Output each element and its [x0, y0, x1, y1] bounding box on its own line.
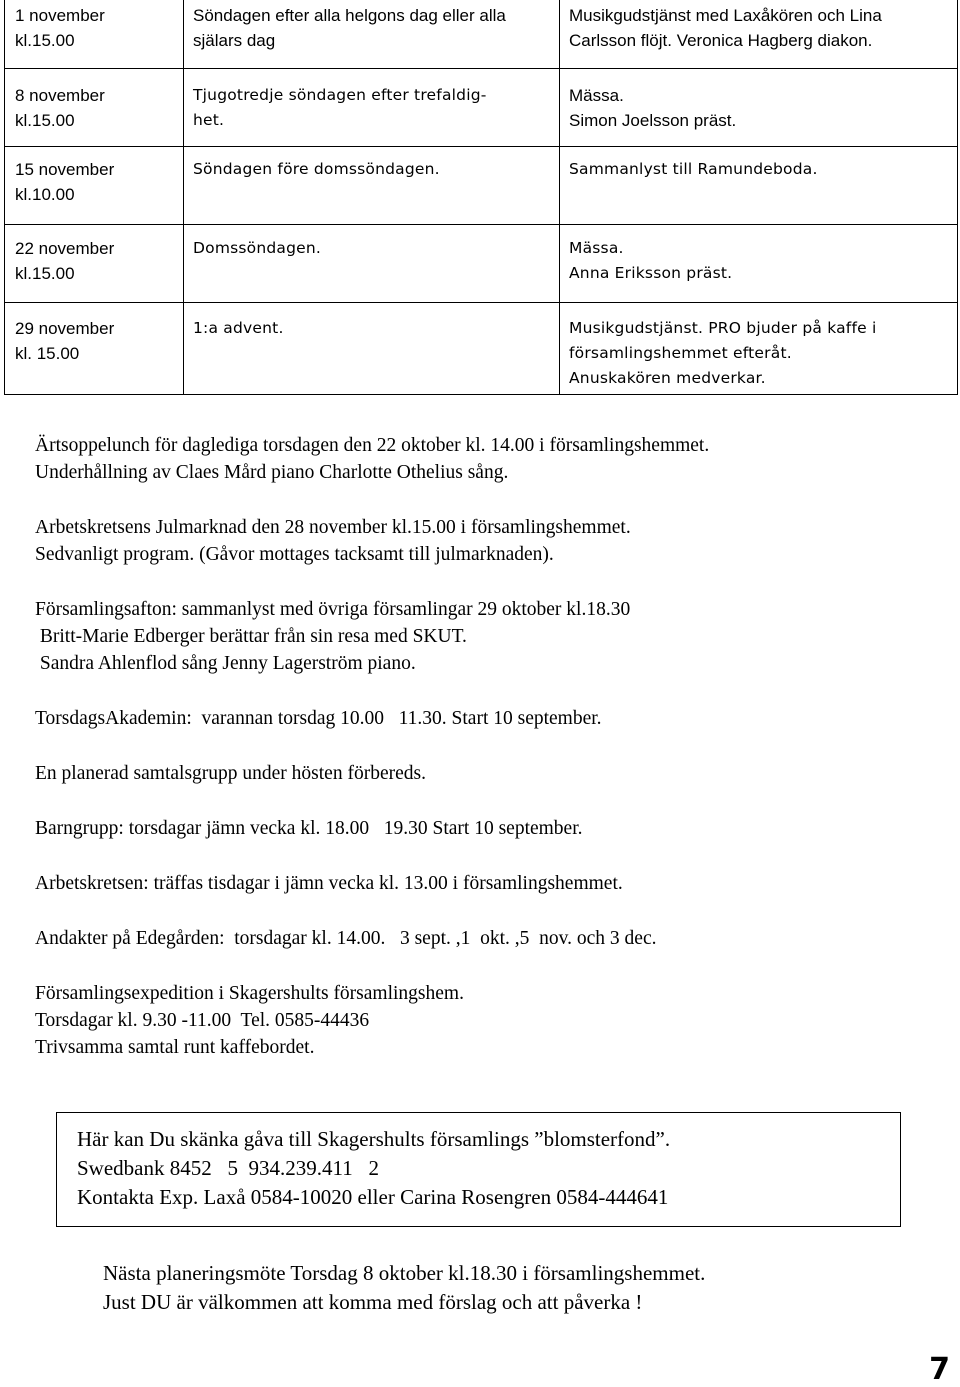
column-divider [183, 0, 184, 394]
bank-account: Swedbank 8452 5 934.239.411 2 [77, 1156, 379, 1180]
schedule-date: 8 november kl.15.00 [15, 86, 105, 130]
notice-office: Församlingsexpedition i Skagershults församlingshem. [35, 983, 464, 1004]
schedule-day: 1:a advent. [193, 319, 284, 337]
schedule-event: Sammanlyst till Ramundeboda. [569, 160, 818, 178]
notice-work-circle: Arbetskretsen: träffas tisdagar i jämn vecka kl. 13.00 i församlingshemmet. [35, 873, 623, 894]
row-divider [5, 68, 957, 69]
schedule-table [4, 0, 958, 395]
schedule-day: Domssöndagen. [193, 239, 322, 257]
notice-music: Sandra Ahlenflod sång Jenny Lagerström piano. [35, 653, 416, 674]
schedule-day: Söndagen efter alla helgons dag eller alla själars dag [193, 6, 506, 50]
meeting-invite: Just DU är välkommen att komma med förslag och att påverka ! [103, 1290, 643, 1314]
notice-devotions: Andakter på Edegården: torsdagar kl. 14.00. 3 sept. ,1 okt. ,5 nov. och 3 dec. [35, 928, 657, 949]
notice-christmas-market: Arbetskretsens Julmarknad den 28 november kl.15.00 i församlingshemmet. [35, 517, 631, 538]
schedule-event: Musikgudstjänst. PRO bjuder på kaffe i församlingshemmet efteråt. Anuskakören medverkar. [569, 319, 877, 387]
schedule-event: Mässa. Simon Joelsson präst. [569, 86, 737, 130]
contact-info: Kontakta Exp. Laxå 0584-10020 eller Carina Rosengren 0584-444641 [77, 1185, 669, 1209]
notice-entertainment: Underhållning av Claes Mård piano Charlotte Othelius sång. [35, 462, 509, 483]
row-divider [5, 146, 957, 147]
meeting-notice: Nästa planeringsmöte Torsdag 8 oktober kl.18.30 i församlingshemmet. [103, 1261, 706, 1285]
notice-discussion-group: En planerad samtalsgrupp under hösten förbereds. [35, 763, 426, 784]
schedule-event: Musikgudstjänst med Laxåkören och Lina Carlsson flöjt. Veronica Hagberg diakon. [569, 6, 882, 50]
notice-lunch: Ärtsoppelunch för dagledigа torsdagen den 22 oktober kl. 14.00 i församlingshemmet. [35, 435, 710, 456]
notice-thursday-academy: TorsdagsAkademin: varannan torsdag 10.00 11.30. Start 10 september. [35, 708, 602, 729]
schedule-date: 29 november kl. 15.00 [15, 319, 115, 363]
row-divider [5, 302, 957, 303]
schedule-date: 22 november kl.15.00 [15, 239, 115, 283]
row-divider [5, 224, 957, 225]
schedule-date: 15 november kl.10.00 [15, 160, 115, 204]
notice-children-group: Barngrupp: torsdagar jämn vecka kl. 18.00 19.30 Start 10 september. [35, 818, 583, 839]
schedule-day: Tjugotredje söndagen efter trefaldig- het. [193, 86, 487, 129]
notice-coffee: Trivsamma samtal runt kaffebordet. [35, 1037, 315, 1058]
schedule-day: Söndagen före domssöndagen. [193, 160, 440, 178]
schedule-date: 1 november kl.15.00 [15, 6, 105, 50]
notice-parish-evening: Församlingsafton: sammanlyst med övriga församlingar 29 oktober kl.18.30 [35, 599, 631, 620]
notice-program: Sedvanligt program. (Gåvor mottages tacksamt till julmarknaden). [35, 544, 554, 565]
schedule-event: Mässa. Anna Eriksson präst. [569, 239, 733, 282]
donation-text: Här kan Du skänka gåva till Skagershults församlings ”blomsterfond”. [77, 1127, 671, 1151]
page-number: 7 [929, 1352, 950, 1387]
notice-office-hours: Torsdagar kl. 9.30 -11.00 Tel. 0585-44436 [35, 1010, 370, 1031]
notice-speaker: Britt-Marie Edberger berättar från sin resa med SKUT. [35, 626, 467, 647]
donation-box [56, 1112, 901, 1227]
